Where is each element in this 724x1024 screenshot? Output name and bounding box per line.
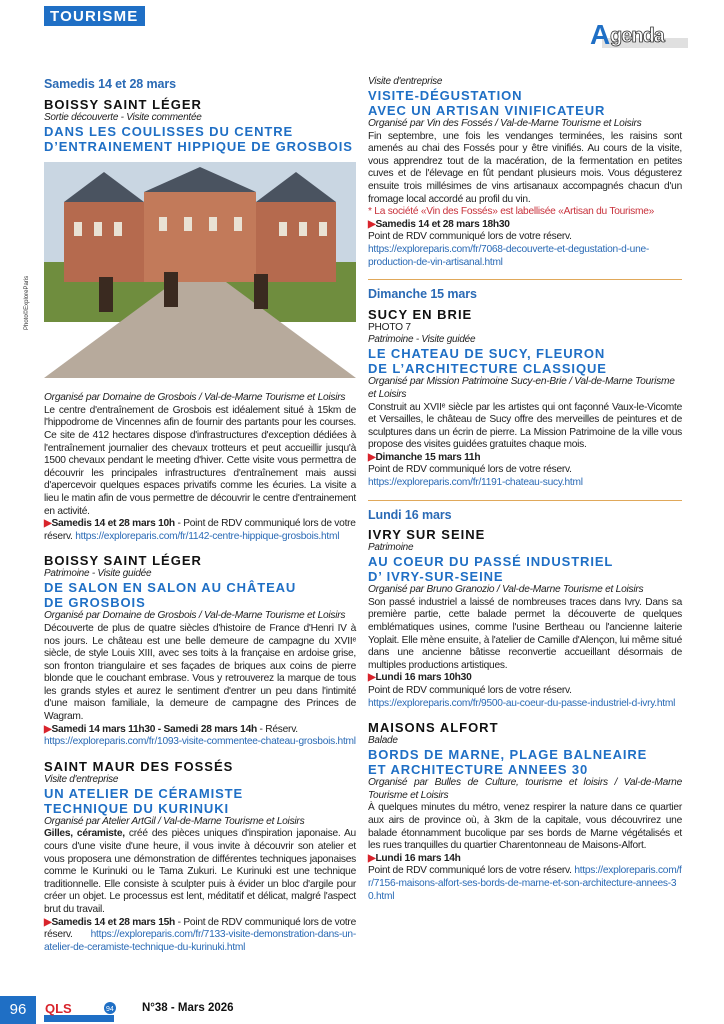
event-organizer: Organisé par Mission Patrimoine Sucy-en-Brie / Val-de-Marne Tourisme et Loisirs bbox=[368, 376, 675, 400]
event-city: SAINT MAUR DES FOSSÉS bbox=[44, 758, 234, 774]
svg-text:A: A bbox=[590, 19, 611, 50]
event-organizer: Organisé par Domaine de Grosbois / Val-de-Marne Tourisme et Loisirs bbox=[44, 392, 346, 404]
event-description: À quelques minutes du métro, venez respirer la nature dans ce quartier aux airs de province où, à 3km de la capitale, vous découvrirez une balade étonnamment bucolique par ses bords de Marne végétalisés et les rues tranquilles du quartier Charentonneau de Maisons-Alfort. bbox=[368, 802, 682, 852]
event-schedule: ▶Samedis 14 et 28 mars 18h30 bbox=[368, 218, 510, 230]
event-title: DANS LES COULISSES DU CENTRE D’ENTRAINEMENT HIPPIQUE DE GROSBOIS bbox=[44, 123, 353, 154]
section-tag: TOURISME bbox=[44, 6, 145, 26]
event-note: * La société «Vin des Fossés» est labellisée «Artisan du Tourisme» bbox=[368, 206, 655, 218]
event-organizer: Organisé par Bruno Granozio / Val-de-Marne Tourisme et Loisirs bbox=[368, 584, 644, 596]
event-category: Patrimoine - Visite guidée bbox=[44, 568, 152, 580]
event-schedule: ▶Lundi 16 mars 14h bbox=[368, 852, 461, 864]
event-category: Patrimoine bbox=[368, 542, 414, 554]
photo-reference: PHOTO 7 bbox=[368, 321, 411, 333]
event-organizer: Organisé par Bulles de Culture, tourisme et loisirs / Val-de-Marne Tourisme et Loisirs bbox=[368, 777, 682, 801]
event-description: Découverte de plus de quatre siècles d'histoire de France d'Henri IV à nos jours. Le château est une belle demeure de campagne du XVIIᵉ siècle, de style Louis XIII, avec ses toits à la française en ardoise grise, son fronton triangulaire et ses façades de briques aux coins de pierre blonde que le couchant embrase. Vous y retrouverez la marque de tous les grands styles et aurez le sentiment d'entrer un peu dans l'intimité d'une maison familiale, la demeure de campagne des Princes de Wagram. bbox=[44, 622, 356, 723]
event-link[interactable]: https://exploreparis.com/fr/1191-chateau-sucy.html bbox=[368, 477, 583, 489]
divider bbox=[368, 279, 682, 280]
svg-text:QLS: QLS bbox=[45, 1001, 72, 1016]
event-link[interactable]: https://exploreparis.com/fr/1142-centre-hippique-grosbois.html bbox=[75, 530, 340, 542]
event-organizer: Organisé par Vin des Fossés / Val-de-Marne Tourisme et Loisirs bbox=[368, 118, 642, 129]
svg-text:genda: genda bbox=[610, 25, 664, 47]
agenda-logo bbox=[588, 18, 688, 50]
play-marker-icon: ▶ bbox=[44, 723, 52, 735]
event-city: BOISSY SAINT LÉGER bbox=[44, 553, 202, 569]
event-title: AU COEUR DU PASSÉ INDUSTRIEL D’ IVRY-SUR-SEINE bbox=[368, 554, 614, 585]
event-category: Patrimoine - Visite guidée bbox=[368, 334, 476, 346]
chateau-grosbois-photo bbox=[44, 162, 356, 378]
photo-credit: Photo©ExploreParis bbox=[24, 275, 30, 330]
event-city: MAISONS ALFORT bbox=[368, 720, 499, 736]
event-schedule: ▶Samedi 14 mars 11h30 - Samedi 28 mars 14h - Réserv. https://exploreparis.com/fr/1093-visite-commentee-chateau-grosbois.html bbox=[44, 723, 356, 748]
event-link[interactable]: https://exploreparis.com/fr/7156-maisons-alfort-ses-bords-de-marne-et-son-architecture-annees-30.html bbox=[368, 865, 682, 902]
event-description: Construit au XVIIᵉ siècle par les artistes qui ont façonné Vaux-le-Vicomte et Versailles, le château de Sucy offre des merveilles de peintures et de sculptures dans un écrin de pierre. La Mission Patrimoine de la ville vous propose des visites guidées gratuites chaque mois. bbox=[368, 401, 682, 451]
event-description: Fin septembre, une fois les vendanges terminées, les raisins sont amenés au chai des Fossés pour y être vinifiés. Au cours de la visite, vous apprendrez tout de la macération, de la fermentation en petites cuves et de l'élevage en fût pendant plusieurs mois. Vous dégusterez ensuite trois millésimes de vins artisanaux accompagnés chacun d'un fromage local accordé au profil du vin. bbox=[368, 130, 682, 205]
magazine-logo bbox=[44, 1000, 120, 1022]
play-marker-icon: ▶ bbox=[368, 218, 376, 230]
event-title: DE SALON EN SALON AU CHÂTEAU DE GROSBOIS bbox=[44, 580, 297, 611]
event-schedule: ▶Samedis 14 et 28 mars 15h - Point de RDV communiqué lors de votre réserv. https://exploreparis.com/fr/7133-visite-demonstration-dans-un-atelier-de-ceramiste-technique-du-kurinuki.html bbox=[44, 916, 356, 953]
event-category: Visite d'entreprise bbox=[44, 773, 119, 785]
event-city: SUCY EN BRIE bbox=[368, 306, 473, 322]
play-marker-icon: ▶ bbox=[44, 916, 52, 928]
page-number: 96 bbox=[0, 996, 36, 1024]
event-organizer: Organisé par Domaine de Grosbois / Val-de-Marne Tourisme et Loisirs bbox=[44, 610, 346, 622]
page-footer bbox=[0, 996, 724, 1024]
event-schedule: ▶Lundi 16 mars 10h30 bbox=[368, 672, 472, 684]
event-description: Gilles, céramiste, créé des pièces uniques d'inspiration japonaise. Au cours d'une visite d'une heure, il vous invite à découvrir son atelier et vous proposera une démonstration de différentes techniques japonaises comme le Kurinuki ou le Tama Zukuri. Le Kurinuki est une technique traditionnelle. Elle consiste à sculpter puis à évider un bloc d'argile pour créer un objet. Le processus est lent, méditatif et délicat, malgré l'aspect brut du travail. bbox=[44, 828, 356, 915]
svg-text:94: 94 bbox=[106, 1006, 114, 1013]
event-link[interactable]: https://exploreparis.com/fr/9500-au-coeur-du-passe-industriel-d-ivry.html bbox=[368, 697, 676, 709]
event-schedule: ▶Dimanche 15 mars 11h bbox=[368, 451, 481, 463]
divider bbox=[368, 500, 682, 501]
event-category: Visite d'entreprise bbox=[368, 76, 443, 87]
play-marker-icon: ▶ bbox=[368, 672, 376, 684]
left-column bbox=[44, 78, 356, 954]
event-category: Sortie découverte - Visite commentée bbox=[44, 111, 202, 123]
event-title: VISITE-DÉGUSTATION AVEC UN ARTISAN VINIFICATEUR bbox=[368, 88, 606, 118]
issue-label: N°38 - Mars 2026 bbox=[142, 1002, 234, 1014]
event-schedule: ▶Samedis 14 et 28 mars 10h - Point de RDV communiqué lors de votre réserv. https://exploreparis.com/fr/1142-centre-hippique-grosbois.html bbox=[44, 518, 356, 542]
event-link[interactable]: https://exploreparis.com/fr/7133-visite-demonstration-dans-un-atelier-de-ceramiste-technique-du-kurinuki.html bbox=[44, 929, 356, 953]
event-city: BOISSY SAINT LÉGER bbox=[44, 96, 202, 112]
play-marker-icon: ▶ bbox=[368, 852, 376, 864]
event-title: BORDS DE MARNE, PLAGE BALNEAIRE ET ARCHITECTURE ANNEES 30 bbox=[368, 747, 648, 778]
event-link[interactable]: https://exploreparis.com/fr/1093-visite-commentee-chateau-grosbois.html bbox=[44, 736, 356, 748]
event-date: Samedis 14 et 28 mars bbox=[44, 77, 177, 91]
right-column: Visite d'entreprise VISITE-DÉGUSTATION AVEC UN ARTISAN VINIFICATEUR Organisé par Vin des Fossés / Val-de-Marne Tourisme et Loisirs Fin septembre, une fois les vendanges terminées, les raisins sont amenés au chai des Fossés pour y être vinifiés. Au cours de la visite, vous apprendrez tout de la macération, de la fermentation en petites cuves et de l'élevage en fût pendant plusieurs mois. Vous dégusterez ensuite trois millésimes de vins artisanaux accompagnés chacun d'un fromage local accordé au profil du vin. * La société «Vin des Fossés» est labellisée «Artisan du Tourisme» ▶Samedis 14 et 28 mars 18h30 Point de RDV communiqué lors de votre réserv. https://exploreparis.com/fr/7068-decouverte-et-degustation-d-une-production-de-vin-artisanal.html Dimanche 15 mars SUCY EN BRIE PHOTO 7 Patrimoine - Visite guidée LE CHATEAU DE SUCY, FLEURON DE L’ARCHITECTURE CLASSIQUE Organisé par Mission Patrimoine Sucy-en-Brie / Val-de-Marne Tourisme et Loisirs Construit au XVIIᵉ siècle par les artistes qui ont façonné Vaux-le-Vicomte et Versailles, le château de Sucy offre des merveilles de peintures et de sculptures dans un écrin de pierre. La Mission Patrimoine de la ville vous propose des visites guidées gratuites chaque mois. ▶Dimanche 15 mars 11h Point de RDV communiqué lors de votre réserv. https://exploreparis.com/fr/1191-chateau-sucy.html Lundi 16 mars IVRY SUR SEINE Patrimoine AU COEUR DU PASSÉ INDUSTRIEL D’ IVRY-SUR-SEINE Organisé par Bruno Granozio / Val-de-Marne Tourisme et Loisirs Son passé industriel a laissé de nombreuses traces dans Ivry. Dans sa première partie, cette balade permet la découverte de quelques emblématiques usines, comme l'usine Bertheau ou l'ancienne laiterie Yoplait. Elle mène ensuite, à l'atelier de Camille d'Alençon, lui même situé dans une ancienne bâtisse reconvertie accueillant désormais de multiples productions artistiques. ▶Lundi 16 mars 10h30 Point de RDV communiqué lors de votre réserv. https://exploreparis.com/fr/9500-au-coeur-du-passe-industriel-d-ivry.html MAISONS ALFORT Balade BORDS DE MARNE, PLAGE BALNEAIRE ET ARCHITECTURE ANNEES 30 Organisé par Bulles de Culture, tourisme et loisirs / Val-de-Marne Tourisme et Loisirs À quelques minutes du métro, venez respirer la nature dans ce quartier aux airs de province où, à 3km de la capitale, vous découvrirez une balade étonnamment bucolique par ses bords de Marne végétalisés et les rues tranquilles du quartier Charentonneau de Maisons-Alfort. ▶Lundi 16 mars 14h Point de RDV communiqué lors de votre réserv. https://exploreparis.com/fr/7156-maisons-alfort-ses-bords-de-marne-et-son-architecture-annees-30.html bbox=[368, 76, 682, 902]
play-marker-icon: ▶ bbox=[44, 518, 52, 530]
event-category: Balade bbox=[368, 735, 398, 747]
event-description: Le centre d'entraînement de Grosbois est idéalement situé à 15km de l'hippodrome de Vincennes afin de fournir des partants pour les courses. Ce site de 412 hectares dispose d'infrastructures d'exception dédiées à l'entraînement journalier des chevaux trotteurs et peut accueillir jusqu'à 1500 chevaux pendant le meeting d'hiver. Cette visite vous permettra de découvrir les principales infrastructures d'entraînement mais aussi d'apercevoir quelques espaces privatifs comme les écuries. La visite a lieu le matin afin de vous permettre de découvrir le centre d'entrainement en activité. bbox=[44, 404, 356, 517]
play-marker-icon: ▶ bbox=[368, 451, 376, 463]
event-date: Lundi 16 mars bbox=[368, 507, 452, 522]
event-city: IVRY SUR SEINE bbox=[368, 527, 486, 543]
event-title: UN ATELIER DE CÉRAMISTE TECHNIQUE DU KURINUKI bbox=[44, 785, 244, 816]
event-description: Son passé industriel a laissé de nombreuses traces dans Ivry. Dans sa première partie, cette balade permet la découverte de quelques emblématiques usines, comme l'usine Bertheau ou l'ancienne laiterie Yoplait. Elle mène ensuite, à l'atelier de Camille d'Alençon, lui même situé dans une ancienne bâtisse reconvertie accueillant désormais de multiples productions artistiques. bbox=[368, 596, 682, 671]
event-title: LE CHATEAU DE SUCY, FLEURON DE L’ARCHITECTURE CLASSIQUE bbox=[368, 346, 607, 377]
event-link[interactable]: https://exploreparis.com/fr/7068-decouverte-et-degustation-d-une-production-de-vin-artisanal.html bbox=[368, 243, 650, 268]
event-date: Dimanche 15 mars bbox=[368, 287, 477, 302]
event-organizer: Organisé par Atelier ArtGil / Val-de-Marne Tourisme et Loisirs bbox=[44, 815, 305, 827]
